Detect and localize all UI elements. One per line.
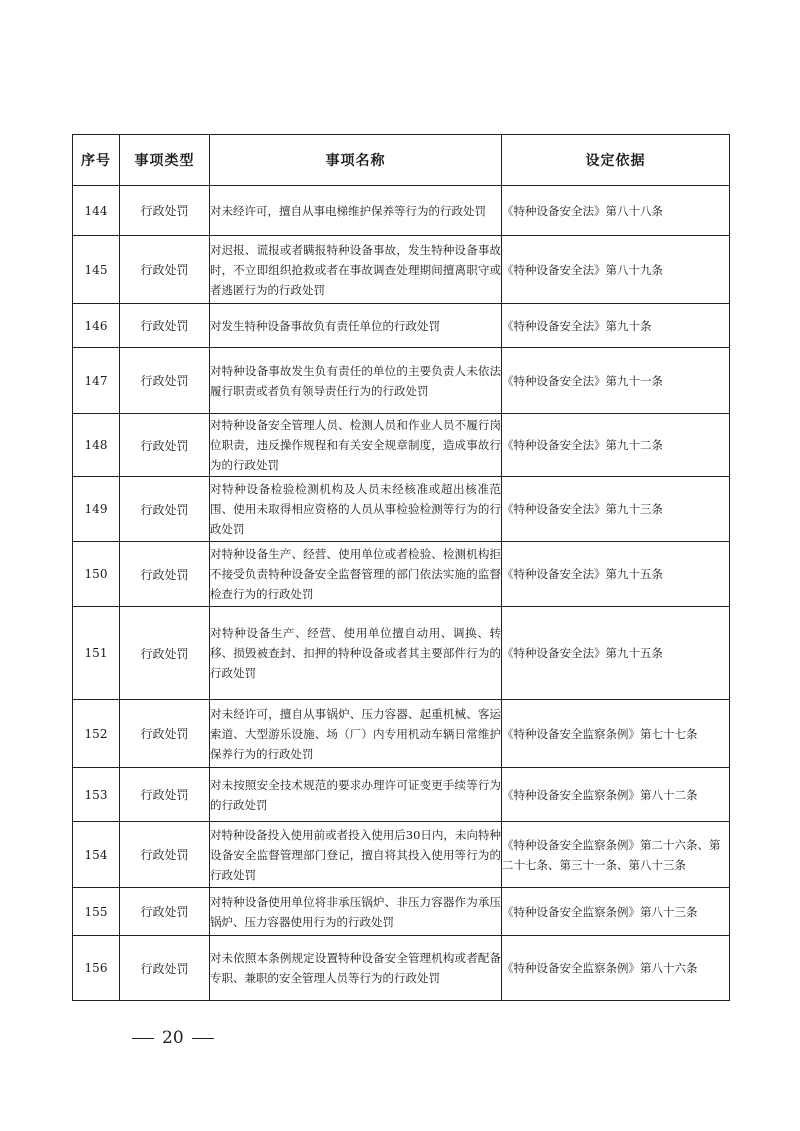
page-footer — [124, 1026, 222, 1050]
row-no: 146 — [73, 304, 120, 348]
row-basis: 《特种设备安全法》第八十九条 — [502, 236, 730, 304]
row-basis: 《特种设备安全法》第九十二条 — [502, 414, 730, 477]
table-header-row — [73, 135, 730, 186]
row-no: 149 — [73, 477, 120, 542]
row-basis: 《特种设备安全监察条例》第二十六条、第二十七条、第三十一条、第八十三条 — [502, 822, 730, 888]
table-row — [73, 186, 730, 236]
row-no: 152 — [73, 700, 120, 768]
row-no: 153 — [73, 768, 120, 822]
row-no: 151 — [73, 607, 120, 700]
row-type: 行政处罚 — [120, 700, 210, 768]
row-basis: 《特种设备安全法》第九十三条 — [502, 477, 730, 542]
table-row — [73, 348, 730, 414]
page-number: 20 — [162, 1028, 184, 1048]
row-type: 行政处罚 — [120, 542, 210, 607]
row-name: 对特种设备生产、经营、使用单位擅自动用、调换、转移、损毁被查封、扣押的特种设备或者其主要部件行为的行政处罚 — [210, 607, 502, 700]
row-name: 对特种设备生产、经营、使用单位或者检验、检测机构拒不接受负责特种设备安全监督管理的部门依法实施的监督检查行为的行政处罚 — [210, 542, 502, 607]
row-name: 对发生特种设备事故负有责任单位的行政处罚 — [210, 304, 502, 348]
row-type: 行政处罚 — [120, 888, 210, 936]
row-name: 对迟报、谎报或者瞒报特种设备事故，发生特种设备事故时，不立即组织抢救或者在事故调查处理期间擅离职守或者逃匿行为的行政处罚 — [210, 236, 502, 304]
row-no: 145 — [73, 236, 120, 304]
footer-dash-right — [192, 1038, 214, 1039]
row-no: 156 — [73, 936, 120, 1001]
table-row — [73, 936, 730, 1001]
table-row — [73, 304, 730, 348]
row-no: 144 — [73, 186, 120, 236]
table-row — [73, 700, 730, 768]
table-row — [73, 477, 730, 542]
row-no: 148 — [73, 414, 120, 477]
row-name: 对未经许可，擅自从事电梯维护保养等行为的行政处罚 — [210, 186, 502, 236]
items-table — [72, 134, 730, 1001]
row-type: 行政处罚 — [120, 414, 210, 477]
header-no: 序号 — [73, 135, 120, 186]
row-basis: 《特种设备安全法》第九十条 — [502, 304, 730, 348]
row-name: 对未按照安全技术规范的要求办理许可证变更手续等行为的行政处罚 — [210, 768, 502, 822]
row-basis: 《特种设备安全监察条例》第七十七条 — [502, 700, 730, 768]
row-name: 对特种设备投入使用前或者投入使用后30日内，未向特种设备安全监督管理部门登记，擅自将其投入使用等行为的行政处罚 — [210, 822, 502, 888]
row-name: 对特种设备事故发生负有责任的单位的主要负责人未依法履行职责或者负有领导责任行为的行政处罚 — [210, 348, 502, 414]
row-type: 行政处罚 — [120, 186, 210, 236]
row-basis: 《特种设备安全法》第九十一条 — [502, 348, 730, 414]
row-name: 对特种设备检验检测机构及人员未经核准或超出核准范围、使用未取得相应资格的人员从事检验检测等行为的行政处罚 — [210, 477, 502, 542]
header-name: 事项名称 — [210, 135, 502, 186]
table-row — [73, 414, 730, 477]
table-row — [73, 888, 730, 936]
row-no: 150 — [73, 542, 120, 607]
row-type: 行政处罚 — [120, 236, 210, 304]
table-row — [73, 607, 730, 700]
row-no: 147 — [73, 348, 120, 414]
row-basis: 《特种设备安全监察条例》第八十二条 — [502, 768, 730, 822]
row-type: 行政处罚 — [120, 304, 210, 348]
row-no: 154 — [73, 822, 120, 888]
row-type: 行政处罚 — [120, 348, 210, 414]
row-name: 对特种设备安全管理人员、检测人员和作业人员不履行岗位职责，违反操作规程和有关安全规章制度，造成事故行为的行政处罚 — [210, 414, 502, 477]
row-type: 行政处罚 — [120, 822, 210, 888]
row-basis: 《特种设备安全法》第八十八条 — [502, 186, 730, 236]
row-type: 行政处罚 — [120, 936, 210, 1001]
row-basis: 《特种设备安全法》第九十五条 — [502, 542, 730, 607]
row-no: 155 — [73, 888, 120, 936]
footer-dash-left — [132, 1038, 154, 1039]
row-basis: 《特种设备安全监察条例》第八十三条 — [502, 888, 730, 936]
row-name: 对未依照本条例规定设置特种设备安全管理机构或者配备专职、兼职的安全管理人员等行为的行政处罚 — [210, 936, 502, 1001]
row-type: 行政处罚 — [120, 607, 210, 700]
table-row — [73, 768, 730, 822]
row-type: 行政处罚 — [120, 768, 210, 822]
row-basis: 《特种设备安全监察条例》第八十六条 — [502, 936, 730, 1001]
table-row — [73, 822, 730, 888]
header-type: 事项类型 — [120, 135, 210, 186]
table-row — [73, 542, 730, 607]
row-basis: 《特种设备安全法》第九十五条 — [502, 607, 730, 700]
header-basis: 设定依据 — [502, 135, 730, 186]
row-name: 对未经许可，擅自从事锅炉、压力容器、起重机械、客运索道、大型游乐设施、场（厂）内专用机动车辆日常维护保养行为的行政处罚 — [210, 700, 502, 768]
table-row — [73, 236, 730, 304]
row-name: 对特种设备使用单位将非承压锅炉、非压力容器作为承压锅炉、压力容器使用行为的行政处罚 — [210, 888, 502, 936]
row-type: 行政处罚 — [120, 477, 210, 542]
